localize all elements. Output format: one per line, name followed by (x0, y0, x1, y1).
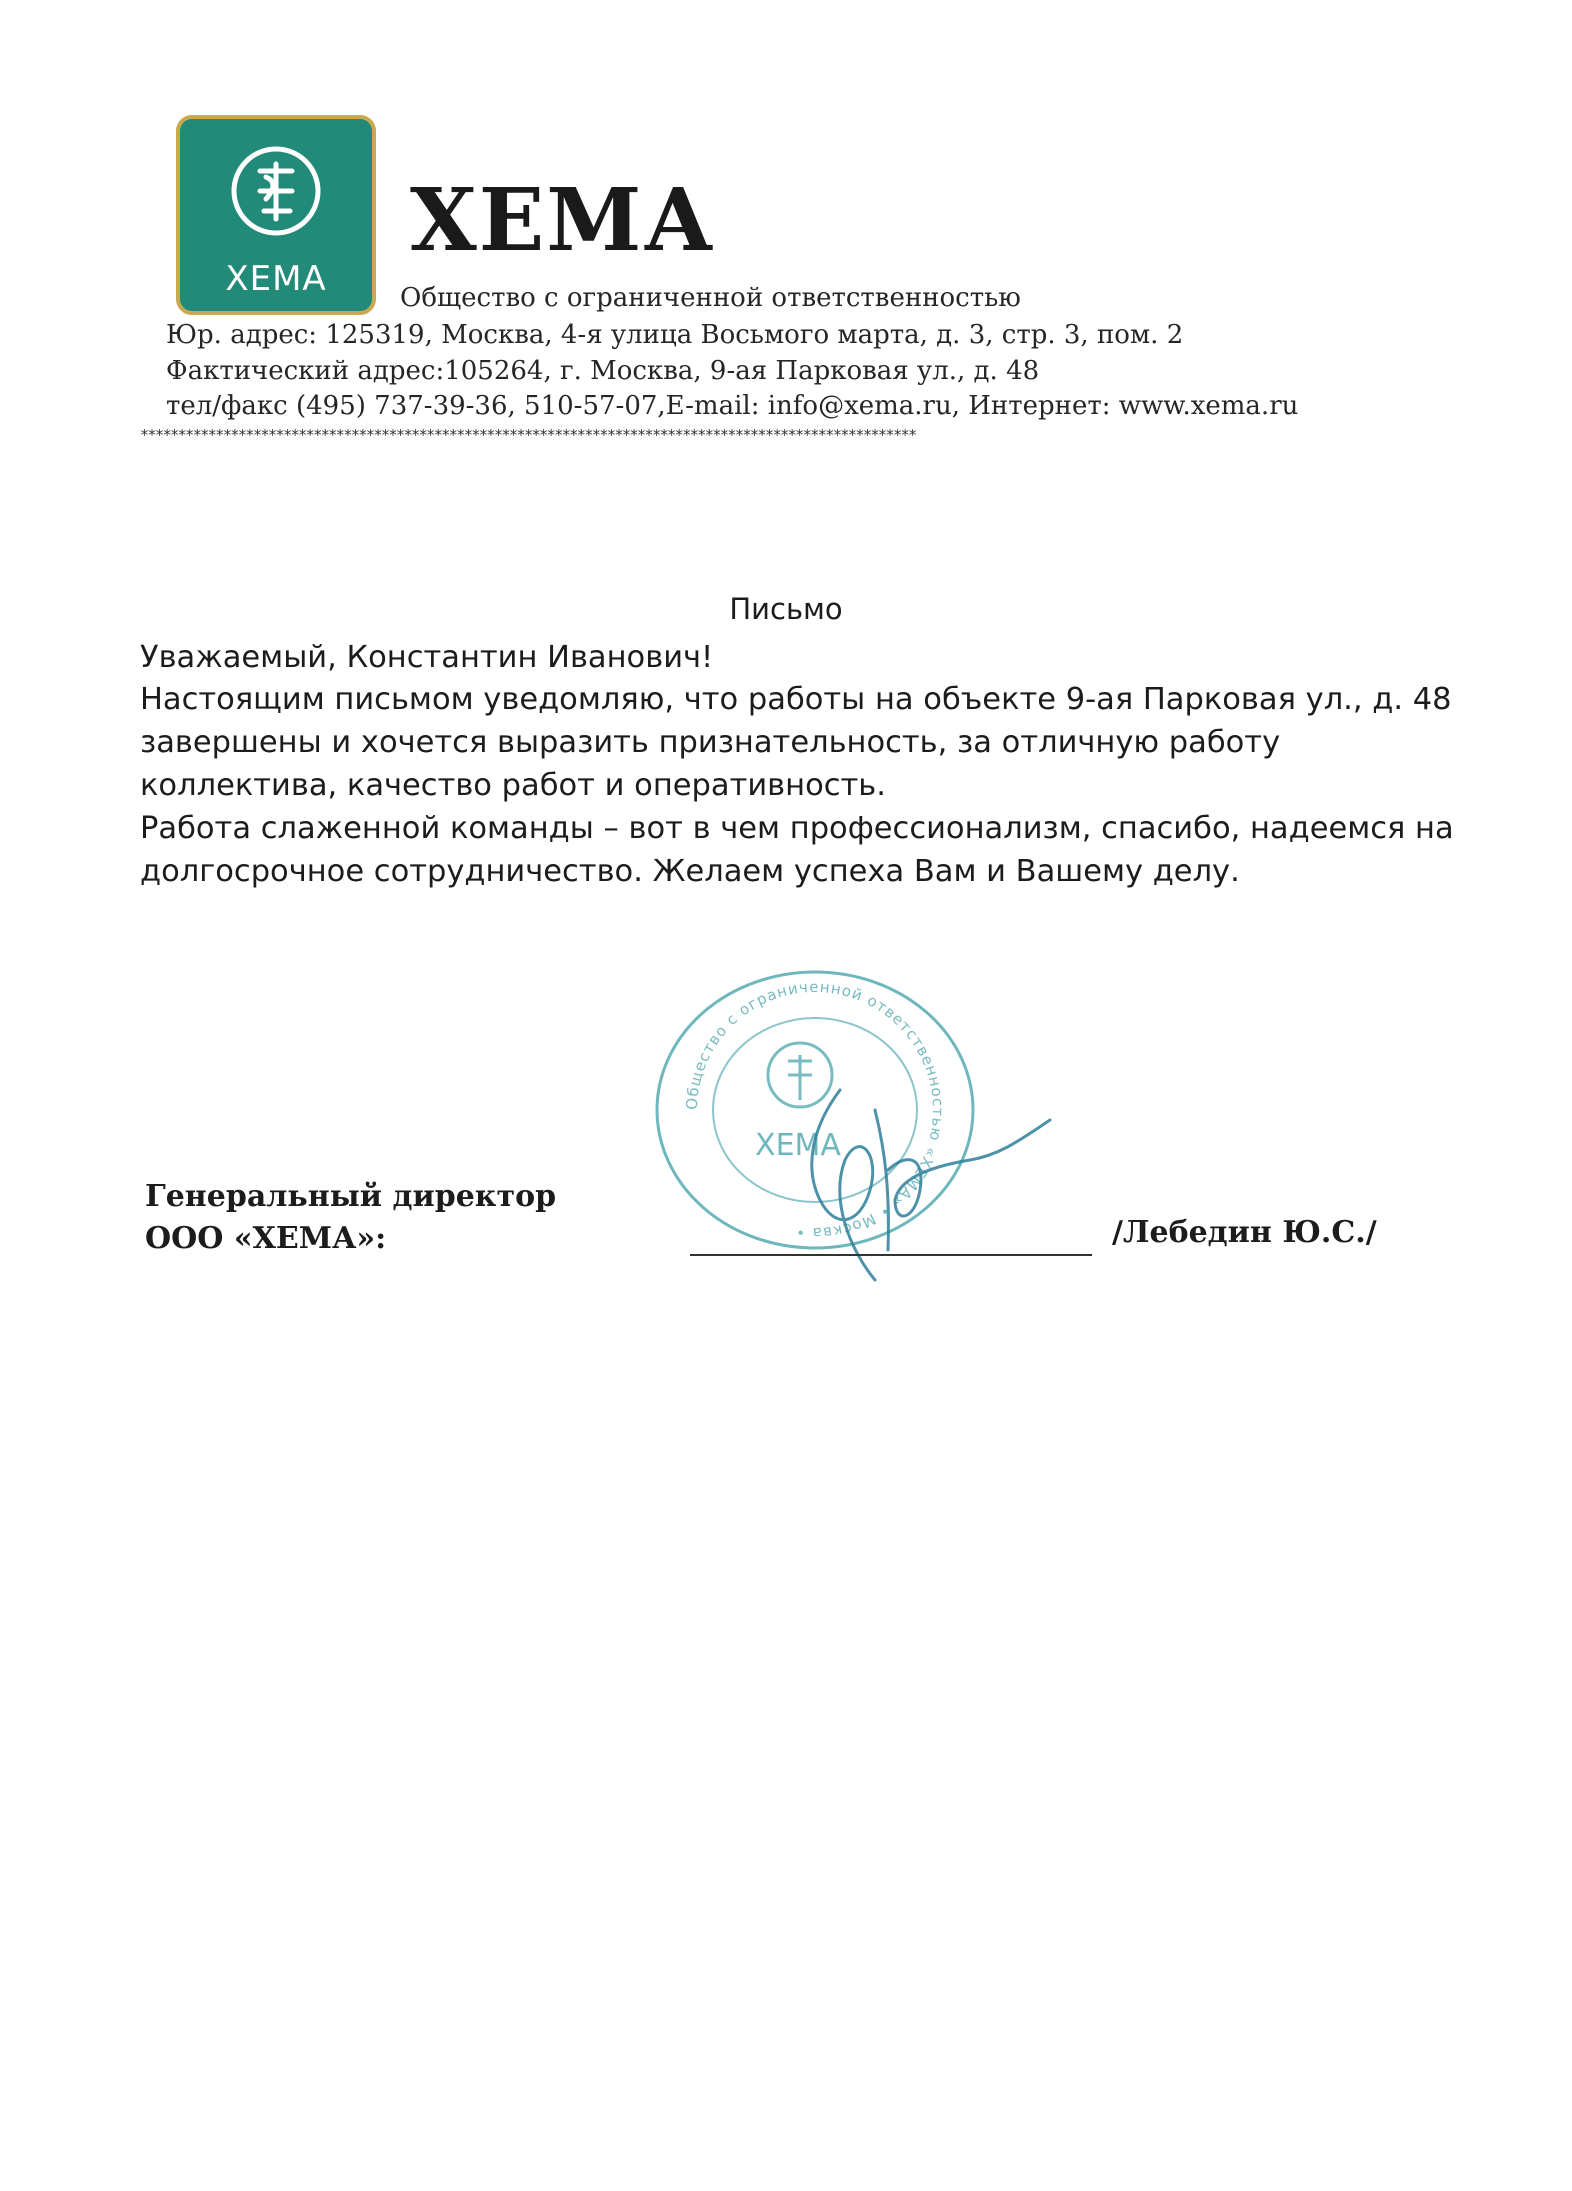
signer-name: /Лебедин Ю.С./ (1112, 1215, 1377, 1250)
logo-text: ХЕМА (225, 259, 327, 299)
handwritten-signature (710, 1050, 1060, 1294)
stamp-ring-text: Общество с ограниченной ответственностью «ХЕМА» • Москва • (682, 977, 948, 1243)
letter-paragraph: Настоящим письмом уведомляю, что работы на объекте 9-ая Парковая ул., д. 48 завершены и хочется выразить признательность, за отличную работу коллектива, качество работ и оперативность. (140, 682, 1452, 803)
letter-paragraph: Работа слаженной команды – вот в чем профессионализм, спасибо, надеемся на долгосрочное сотрудничество. Желаем успеха Вам и Вашему делу. (140, 811, 1454, 889)
signature-line (690, 1254, 1092, 1256)
brand-title: ХЕМА (410, 170, 716, 271)
company-type: Общество с ограниченной ответственностью (400, 283, 1021, 313)
greeting: Уважаемый, Константин Иванович! (140, 640, 714, 675)
actual-address: Фактический адрес:105264, г. Москва, 9-ая Парковая ул., д. 48 (166, 356, 1040, 386)
contact-info: тел/факс (495) 737-39-36, 510-57-07,E-mail: info@xema.ru, Интернет: www.xema.ru (166, 391, 1299, 421)
director-title: Генеральный директор (145, 1179, 557, 1214)
legal-address: Юр. адрес: 125319, Москва, 4-я улица Восьмого марта, д. 3, стр. 3, пом. 2 (166, 320, 1184, 350)
letter-heading: Письмо (729, 592, 843, 626)
stamp-center-text: ХЕМА (755, 1128, 841, 1163)
header-separator: ******************************************************************************************************* (140, 426, 916, 444)
company-logo (176, 115, 376, 315)
company-name: ООО «ХЕМА»: (145, 1221, 387, 1256)
